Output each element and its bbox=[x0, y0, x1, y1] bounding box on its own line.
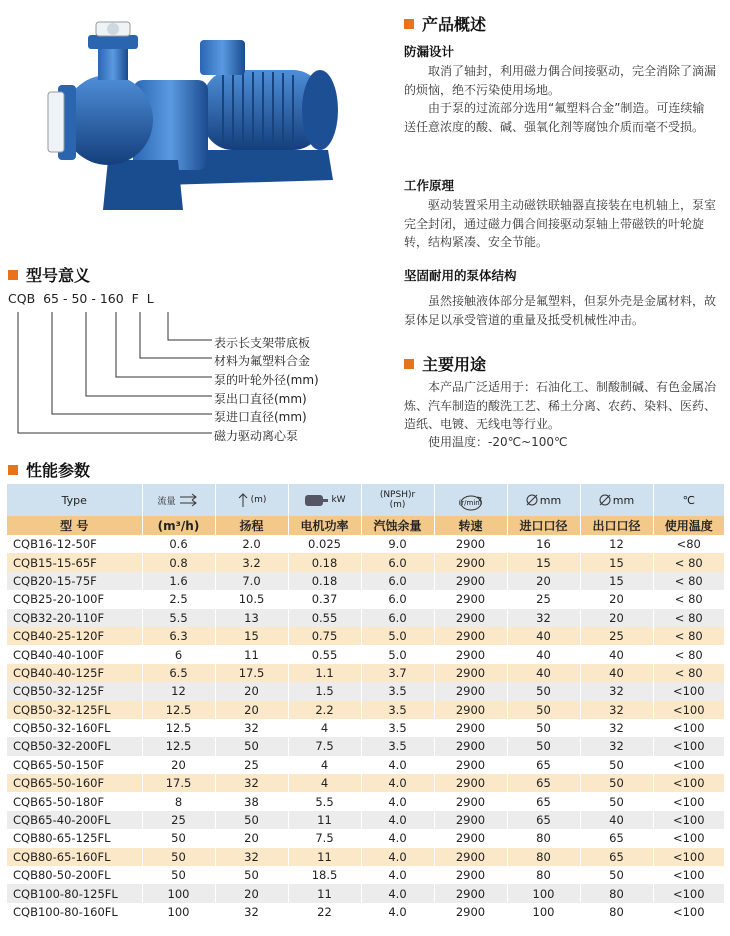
usage-paragraph: 本产品广泛适用于：石油化工、制酸制碱、有色金属冶炼、汽车制造的酸洗工艺、稀土分离、农药、染料、医药、造纸、电镀、无线电等行业。 bbox=[404, 380, 717, 431]
value-cell: 15 bbox=[580, 553, 653, 571]
value-cell: 4.0 bbox=[361, 756, 434, 774]
value-cell: 40 bbox=[580, 664, 653, 682]
model-desc-3: 泵的叶轮外径(mm) bbox=[214, 373, 319, 387]
value-cell: 80 bbox=[580, 884, 653, 902]
value-cell: 6.0 bbox=[361, 590, 434, 608]
header-cell: 汽蚀余量 bbox=[361, 516, 434, 535]
value-cell: 4.0 bbox=[361, 811, 434, 829]
value-cell: 32 bbox=[507, 609, 580, 627]
structure-paragraph: 虽然接触液体部分是氟塑料，但泵外壳是金属材料，故泵体足以承受管道的重量及抵受机械性冲击。 bbox=[404, 294, 717, 327]
value-cell: 40 bbox=[507, 645, 580, 663]
value-cell: 20 bbox=[215, 701, 288, 719]
value-cell: 50 bbox=[142, 829, 215, 847]
value-cell: 4.0 bbox=[361, 829, 434, 847]
model-cell: CQB65-50-160F bbox=[7, 774, 142, 792]
value-cell: 65 bbox=[507, 756, 580, 774]
value-cell: 7.5 bbox=[288, 737, 361, 755]
value-cell: 5.0 bbox=[361, 627, 434, 645]
value-cell: 15 bbox=[580, 572, 653, 590]
table-header-row bbox=[7, 516, 724, 535]
value-cell: 2900 bbox=[434, 645, 507, 663]
flow-label: 流量 bbox=[157, 496, 176, 507]
value-cell: 10.5 bbox=[215, 590, 288, 608]
value-cell: 32 bbox=[580, 719, 653, 737]
value-cell: 100 bbox=[142, 903, 215, 921]
motor-icon bbox=[303, 492, 329, 508]
value-cell: 2900 bbox=[434, 553, 507, 571]
value-cell: < 80 bbox=[653, 590, 724, 608]
value-cell: 5.0 bbox=[361, 645, 434, 663]
model-cell: CQB20-15-75F bbox=[7, 572, 142, 590]
model-cell: CQB15-15-65F bbox=[7, 553, 142, 571]
table-row bbox=[7, 848, 724, 866]
value-cell: 2900 bbox=[434, 903, 507, 921]
value-cell: 1.1 bbox=[288, 664, 361, 682]
value-cell: 3.2 bbox=[215, 553, 288, 571]
value-cell: 4 bbox=[288, 756, 361, 774]
value-cell: < 80 bbox=[653, 572, 724, 590]
header-cell: 电机功率 bbox=[288, 516, 361, 535]
work-title: 工作原理 bbox=[404, 178, 455, 193]
value-cell: 2900 bbox=[434, 811, 507, 829]
diameter-icon bbox=[599, 494, 611, 506]
model-cell: CQB65-50-150F bbox=[7, 756, 142, 774]
value-cell: 50 bbox=[215, 811, 288, 829]
section-marker bbox=[8, 270, 18, 280]
value-cell: 3.5 bbox=[361, 701, 434, 719]
model-cell: CQB25-20-100F bbox=[7, 590, 142, 608]
temp-unit: ℃ bbox=[682, 493, 695, 507]
model-desc-1: 表示长支架带底板 bbox=[214, 336, 311, 350]
value-cell: 50 bbox=[507, 719, 580, 737]
value-cell: 2900 bbox=[434, 572, 507, 590]
value-cell: 32 bbox=[580, 737, 653, 755]
table-row bbox=[7, 737, 724, 755]
header-cell: 型 号 bbox=[7, 516, 142, 535]
value-cell: 65 bbox=[507, 811, 580, 829]
value-cell: 17.5 bbox=[215, 664, 288, 682]
header-cell: (m³/h) bbox=[142, 516, 215, 535]
value-cell: 6.5 bbox=[142, 664, 215, 682]
model-cell: CQB50-32-125F bbox=[7, 682, 142, 700]
value-cell: 15 bbox=[507, 553, 580, 571]
value-cell: < 80 bbox=[653, 645, 724, 663]
temp-cell bbox=[653, 484, 724, 516]
outlet-cell bbox=[580, 484, 653, 516]
value-cell: < 80 bbox=[653, 609, 724, 627]
flow-icon bbox=[178, 492, 200, 508]
usage-temperature: 使用温度：-20℃~100℃ bbox=[428, 435, 568, 449]
value-cell: <100 bbox=[653, 719, 724, 737]
value-cell: 1.5 bbox=[288, 682, 361, 700]
model-desc-2: 材料为氟塑料合金 bbox=[214, 354, 311, 368]
value-cell: 20 bbox=[142, 756, 215, 774]
value-cell: 80 bbox=[507, 829, 580, 847]
value-cell: 32 bbox=[215, 719, 288, 737]
value-cell: 2.2 bbox=[288, 701, 361, 719]
value-cell: 32 bbox=[580, 701, 653, 719]
model-cell: CQB50-32-125FL bbox=[7, 701, 142, 719]
header-cell: 转速 bbox=[434, 516, 507, 535]
model-cell: CQB40-25-120F bbox=[7, 627, 142, 645]
value-cell: 2900 bbox=[434, 829, 507, 847]
value-cell: 2900 bbox=[434, 884, 507, 902]
value-cell: 7.5 bbox=[288, 829, 361, 847]
value-cell: 2900 bbox=[434, 848, 507, 866]
value-cell: 2900 bbox=[434, 627, 507, 645]
leak-title: 防漏设计 bbox=[404, 44, 455, 59]
table-row bbox=[7, 719, 724, 737]
up-arrow-icon bbox=[237, 492, 249, 508]
value-cell: 50 bbox=[580, 866, 653, 884]
value-cell: <100 bbox=[653, 848, 724, 866]
inlet-cell bbox=[507, 484, 580, 516]
value-cell: <80 bbox=[653, 535, 724, 553]
value-cell: <100 bbox=[653, 866, 724, 884]
value-cell: 0.6 bbox=[142, 535, 215, 553]
value-cell: 40 bbox=[580, 645, 653, 663]
value-cell: 4.0 bbox=[361, 848, 434, 866]
value-cell: 100 bbox=[507, 903, 580, 921]
section-marker bbox=[404, 359, 414, 369]
value-cell: 80 bbox=[507, 848, 580, 866]
value-cell: 6.0 bbox=[361, 609, 434, 627]
value-cell: 20 bbox=[215, 682, 288, 700]
value-cell: 3.5 bbox=[361, 737, 434, 755]
value-cell: 20 bbox=[580, 590, 653, 608]
value-cell: <100 bbox=[653, 829, 724, 847]
npsh-unit: (m) bbox=[389, 500, 406, 510]
value-cell: 50 bbox=[215, 737, 288, 755]
value-cell: 50 bbox=[142, 866, 215, 884]
value-cell: <100 bbox=[653, 774, 724, 792]
value-cell: 3.7 bbox=[361, 664, 434, 682]
value-cell: 11 bbox=[288, 884, 361, 902]
value-cell: 100 bbox=[507, 884, 580, 902]
table-row bbox=[7, 829, 724, 847]
table-icon-row bbox=[7, 484, 724, 516]
model-cell: CQB100-80-125FL bbox=[7, 884, 142, 902]
table-row bbox=[7, 756, 724, 774]
model-cell: CQB80-65-160FL bbox=[7, 848, 142, 866]
table-row bbox=[7, 590, 724, 608]
value-cell: 40 bbox=[580, 811, 653, 829]
value-cell: 2900 bbox=[434, 664, 507, 682]
table-row bbox=[7, 664, 724, 682]
value-cell: 32 bbox=[580, 682, 653, 700]
model-cell: CQB32-20-110F bbox=[7, 609, 142, 627]
npsh-label: (NPSH)r bbox=[379, 490, 416, 500]
value-cell: 8 bbox=[142, 792, 215, 810]
performance-table bbox=[7, 484, 724, 921]
header-cell: 出口口径 bbox=[580, 516, 653, 535]
table-row bbox=[7, 682, 724, 700]
value-cell: 11 bbox=[288, 848, 361, 866]
work-paragraph: 驱动装置采用主动磁铁联轴器直接装在电机轴上，泵室完全封闭，通过磁力偶合间接驱动泵轴上带磁铁的叶轮旋转，结构紧凑、安全节能。 bbox=[404, 198, 717, 249]
leak-paragraph-1: 取消了轴封，利用磁力偶合间接驱动，完全消除了滴漏的烦恼，绝不污染使用场地。 bbox=[404, 64, 717, 97]
performance-title: 性能参数 bbox=[8, 458, 90, 481]
table-row bbox=[7, 884, 724, 902]
table-row bbox=[7, 866, 724, 884]
value-cell: 11 bbox=[288, 811, 361, 829]
value-cell: 9.0 bbox=[361, 535, 434, 553]
table-row bbox=[7, 535, 724, 553]
value-cell: 4.0 bbox=[361, 792, 434, 810]
value-cell: 0.55 bbox=[288, 645, 361, 663]
value-cell: 18.5 bbox=[288, 866, 361, 884]
model-cell: CQB40-40-100F bbox=[7, 645, 142, 663]
value-cell: 4 bbox=[288, 719, 361, 737]
value-cell: 2900 bbox=[434, 756, 507, 774]
value-cell: 20 bbox=[507, 572, 580, 590]
value-cell: 4.0 bbox=[361, 903, 434, 921]
value-cell: 32 bbox=[215, 848, 288, 866]
speed-cell bbox=[434, 484, 507, 516]
table-row bbox=[7, 553, 724, 571]
value-cell: 50 bbox=[507, 737, 580, 755]
value-cell: 0.37 bbox=[288, 590, 361, 608]
type-label: Type bbox=[7, 484, 142, 516]
value-cell: <100 bbox=[653, 811, 724, 829]
value-cell: 6 bbox=[142, 645, 215, 663]
value-cell: 50 bbox=[142, 848, 215, 866]
value-cell: 25 bbox=[580, 627, 653, 645]
value-cell: 2900 bbox=[434, 609, 507, 627]
table-row bbox=[7, 792, 724, 810]
value-cell: 20 bbox=[215, 884, 288, 902]
value-cell: 4.0 bbox=[361, 866, 434, 884]
value-cell: 4.0 bbox=[361, 884, 434, 902]
flow-cell bbox=[142, 484, 215, 516]
usage-title: 主要用途 bbox=[404, 352, 486, 375]
value-cell: 2900 bbox=[434, 866, 507, 884]
model-title: 型号意义 bbox=[8, 263, 90, 286]
table-body bbox=[7, 535, 724, 921]
value-cell: <100 bbox=[653, 701, 724, 719]
value-cell: <100 bbox=[653, 682, 724, 700]
value-cell: 6.3 bbox=[142, 627, 215, 645]
model-desc-5: 泵进口直径(mm) bbox=[214, 410, 307, 424]
model-desc-6: 磁力驱动离心泵 bbox=[214, 429, 299, 443]
value-cell: 20 bbox=[215, 829, 288, 847]
value-cell: 16 bbox=[507, 535, 580, 553]
model-cell: CQB50-32-200FL bbox=[7, 737, 142, 755]
value-cell: 25 bbox=[507, 590, 580, 608]
value-cell: 0.55 bbox=[288, 609, 361, 627]
model-cell: CQB65-50-180F bbox=[7, 792, 142, 810]
value-cell: <100 bbox=[653, 792, 724, 810]
value-cell: < 80 bbox=[653, 553, 724, 571]
value-cell: 50 bbox=[215, 866, 288, 884]
table-row bbox=[7, 572, 724, 590]
speed-unit: (r/min) bbox=[458, 499, 483, 507]
value-cell: 3.5 bbox=[361, 682, 434, 700]
table-row bbox=[7, 627, 724, 645]
value-cell: 6.0 bbox=[361, 553, 434, 571]
value-cell: 7.0 bbox=[215, 572, 288, 590]
value-cell: 65 bbox=[580, 848, 653, 866]
outlet-unit: mm bbox=[612, 493, 635, 507]
table-row bbox=[7, 903, 724, 921]
value-cell: 65 bbox=[507, 792, 580, 810]
value-cell: <100 bbox=[653, 903, 724, 921]
value-cell: <100 bbox=[653, 756, 724, 774]
value-cell: 2900 bbox=[434, 792, 507, 810]
model-cell: CQB16-12-50F bbox=[7, 535, 142, 553]
value-cell: 5.5 bbox=[142, 609, 215, 627]
value-cell: 65 bbox=[580, 829, 653, 847]
header-cell: 扬程 bbox=[215, 516, 288, 535]
head-unit: (m) bbox=[250, 495, 267, 505]
value-cell: 40 bbox=[507, 627, 580, 645]
value-cell: 50 bbox=[507, 682, 580, 700]
header-cell: 使用温度 bbox=[653, 516, 724, 535]
model-cell: CQB80-65-125FL bbox=[7, 829, 142, 847]
head-cell bbox=[215, 484, 288, 516]
table-row bbox=[7, 774, 724, 792]
model-desc-4: 泵出口直径(mm) bbox=[214, 392, 307, 406]
table-row bbox=[7, 609, 724, 627]
value-cell: 38 bbox=[215, 792, 288, 810]
structure-title: 坚固耐用的泵体结构 bbox=[404, 268, 517, 283]
value-cell: 12.5 bbox=[142, 701, 215, 719]
section-marker bbox=[8, 465, 18, 475]
value-cell: 4.0 bbox=[361, 774, 434, 792]
diameter-icon bbox=[526, 494, 538, 506]
value-cell: 3.5 bbox=[361, 719, 434, 737]
header-cell: 进口口径 bbox=[507, 516, 580, 535]
value-cell: 2.0 bbox=[215, 535, 288, 553]
model-cell: CQB80-50-200FL bbox=[7, 866, 142, 884]
value-cell: 2900 bbox=[434, 590, 507, 608]
table-row bbox=[7, 645, 724, 663]
value-cell: 50 bbox=[507, 701, 580, 719]
value-cell: 80 bbox=[580, 903, 653, 921]
value-cell: 17.5 bbox=[142, 774, 215, 792]
value-cell: 0.18 bbox=[288, 553, 361, 571]
value-cell: 0.025 bbox=[288, 535, 361, 553]
value-cell: 2900 bbox=[434, 737, 507, 755]
value-cell: 2.5 bbox=[142, 590, 215, 608]
npsh-cell bbox=[361, 484, 434, 516]
value-cell: 50 bbox=[580, 792, 653, 810]
value-cell: 40 bbox=[507, 664, 580, 682]
value-cell: 12.5 bbox=[142, 719, 215, 737]
value-cell: 2900 bbox=[434, 719, 507, 737]
value-cell: 12 bbox=[580, 535, 653, 553]
value-cell: 22 bbox=[288, 903, 361, 921]
power-unit: kW bbox=[331, 495, 346, 505]
value-cell: 0.8 bbox=[142, 553, 215, 571]
value-cell: 100 bbox=[142, 884, 215, 902]
value-cell: 0.75 bbox=[288, 627, 361, 645]
value-cell: 80 bbox=[507, 866, 580, 884]
table-row bbox=[7, 811, 724, 829]
value-cell: 65 bbox=[507, 774, 580, 792]
value-cell: 2900 bbox=[434, 682, 507, 700]
value-cell: 0.18 bbox=[288, 572, 361, 590]
value-cell: 2900 bbox=[434, 701, 507, 719]
table-row bbox=[7, 701, 724, 719]
model-cell: CQB50-32-160FL bbox=[7, 719, 142, 737]
model-code: CQB 65 - 50 - 160 F L bbox=[8, 291, 154, 306]
value-cell: 50 bbox=[580, 756, 653, 774]
overview-title: 产品概述 bbox=[404, 12, 486, 35]
model-cell: CQB65-40-200FL bbox=[7, 811, 142, 829]
value-cell: 15 bbox=[215, 627, 288, 645]
power-cell bbox=[288, 484, 361, 516]
value-cell: 2900 bbox=[434, 535, 507, 553]
value-cell: 20 bbox=[580, 609, 653, 627]
model-cell: CQB100-80-160FL bbox=[7, 903, 142, 921]
value-cell: < 80 bbox=[653, 627, 724, 645]
value-cell: 11 bbox=[215, 645, 288, 663]
value-cell: 13 bbox=[215, 609, 288, 627]
value-cell: 6.0 bbox=[361, 572, 434, 590]
value-cell: 1.6 bbox=[142, 572, 215, 590]
value-cell: 50 bbox=[580, 774, 653, 792]
pump-image bbox=[28, 10, 368, 220]
value-cell: < 80 bbox=[653, 664, 724, 682]
inlet-unit: mm bbox=[539, 493, 562, 507]
value-cell: 4 bbox=[288, 774, 361, 792]
value-cell: 12 bbox=[142, 682, 215, 700]
value-cell: 32 bbox=[215, 774, 288, 792]
value-cell: <100 bbox=[653, 737, 724, 755]
leak-paragraph-2: 由于泵的过流部分选用“氟塑料合金”制造。可连续输送任意浓度的酸、碱、强氧化剂等腐蚀介质而毫不受损。 bbox=[404, 101, 705, 134]
section-marker bbox=[404, 19, 414, 29]
value-cell: 25 bbox=[142, 811, 215, 829]
value-cell: 5.5 bbox=[288, 792, 361, 810]
value-cell: 25 bbox=[215, 756, 288, 774]
value-cell: 2900 bbox=[434, 774, 507, 792]
value-cell: 32 bbox=[215, 903, 288, 921]
model-cell: CQB40-40-125F bbox=[7, 664, 142, 682]
value-cell: <100 bbox=[653, 884, 724, 902]
value-cell: 12.5 bbox=[142, 737, 215, 755]
